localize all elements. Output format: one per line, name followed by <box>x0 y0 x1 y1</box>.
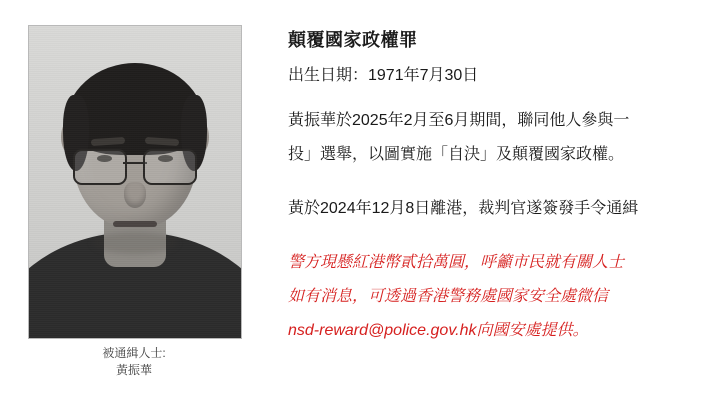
charge-title: 顛覆國家政權罪 <box>288 30 418 50</box>
offence-description-line-1: 黃振華於2025年2月至6月期間，聯同他人參與一 <box>288 112 630 129</box>
reward-contact-email-line: nsd-reward@police.gov.hk向國安處提供。 <box>288 322 589 339</box>
portrait-mouth <box>113 221 157 227</box>
date-of-birth: 出生日期：1971年7月30日 <box>288 67 479 84</box>
photo-caption-label: 被通緝人士: <box>102 346 166 360</box>
portrait-chin-shadow <box>92 232 178 254</box>
reward-line-2: 如有消息，可透過香港警務處國家安全處微信 <box>288 288 609 305</box>
photo-column <box>0 0 272 405</box>
photo-caption-name: 黃振華 <box>115 363 152 377</box>
portrait-image <box>29 26 241 338</box>
glasses-lens-right <box>143 149 197 185</box>
portrait-glasses <box>73 149 197 183</box>
photo-caption <box>28 345 240 379</box>
wanted-person-photo <box>28 25 242 339</box>
reward-line-1: 警方現懸紅港幣貳拾萬圓，呼籲市民就有關人士 <box>288 254 625 271</box>
offence-description-line-2: 投」選舉，以圖實施「自決」及顛覆國家政權。 <box>288 146 625 163</box>
details-column <box>288 0 720 405</box>
glasses-lens-left <box>73 149 127 185</box>
warrant-statement: 黃於2024年12月8日離港，裁判官遂簽發手令通緝 <box>288 200 639 217</box>
portrait-nose <box>124 182 146 208</box>
